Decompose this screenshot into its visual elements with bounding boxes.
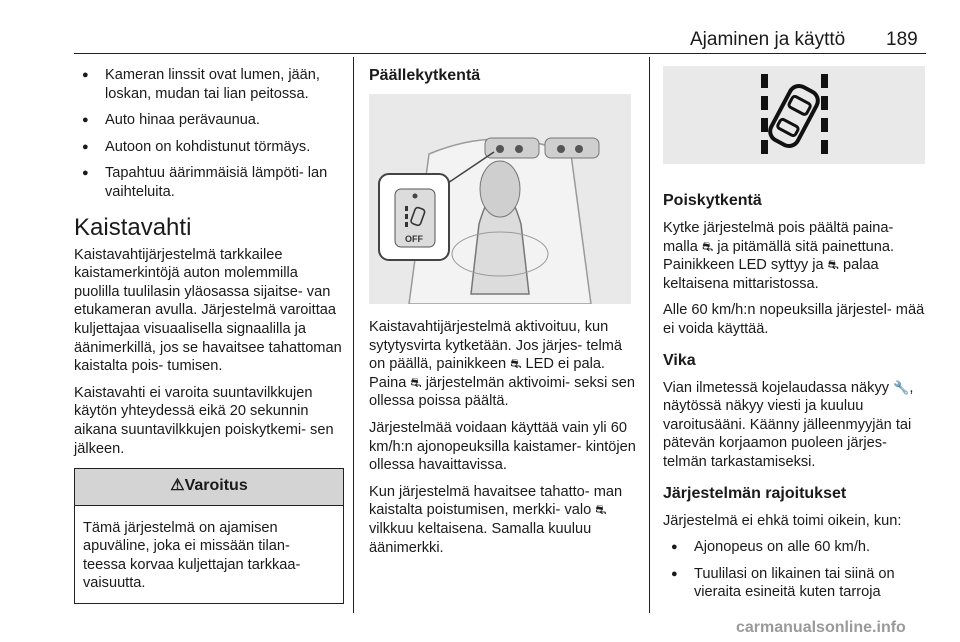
fault-paragraph bbox=[663, 379, 931, 472]
warning-body bbox=[75, 506, 343, 603]
paragraph-text: palaa keltaisena mittaristossa. bbox=[663, 257, 879, 292]
deactivation-heading: Poiskytkentä bbox=[663, 192, 762, 209]
lane-assist-symbol-figure bbox=[663, 66, 925, 164]
limitations-intro: Järjestelmä ei ehkä toimi oikein, kun: bbox=[663, 512, 902, 529]
activation-paragraph bbox=[369, 318, 637, 411]
wrench-icon: 🔧 bbox=[893, 379, 910, 395]
lane-assist-icon: ⛐ bbox=[701, 238, 714, 254]
paragraph-text: Kun järjestelmä havaitsee tahatto‐ man kaistalta poistumisen, merkki‐ valo bbox=[369, 483, 623, 519]
limitations-list-continued bbox=[74, 66, 344, 202]
speed-paragraph: Järjestelmää voidaan käyttää vain yli 60 km/h:n ajonopeuksilla kaistamer‐ kintöjen ollessa havaittavissa. bbox=[369, 419, 636, 474]
list-item: ● Autoon on kohdistunut törmäys. bbox=[74, 138, 344, 157]
warning-light-paragraph bbox=[369, 483, 637, 557]
lane-assist-icon: ⛐ bbox=[595, 502, 607, 518]
watermark: carmanualsonline.info bbox=[736, 619, 906, 636]
paragraph-text: ja pitämällä sitä painettuna. Painikkeen LED syttyy ja bbox=[663, 238, 895, 274]
off-label: OFF bbox=[405, 234, 423, 244]
warning-text: Tämä järjestelmä on ajamisen apuväline, joka ei missään tilan‐ teessa korvaa kuljettajan tarkkaa‐ vaisuutta. bbox=[83, 519, 301, 592]
column-3 bbox=[663, 66, 931, 610]
column-2 bbox=[369, 66, 637, 565]
warning-box bbox=[74, 468, 344, 604]
warning-icon: ⚠ bbox=[170, 477, 185, 495]
header-rule bbox=[74, 53, 926, 54]
lane-assist-icon: ⛐ bbox=[410, 374, 422, 390]
list-item: ● Auto hinaa perävaunua. bbox=[74, 111, 344, 130]
center-console-illustration bbox=[369, 94, 631, 304]
limitations-list bbox=[663, 538, 931, 602]
column-1 bbox=[74, 66, 344, 604]
paragraph-text: Kaistavahtijärjestelmä aktivoituu, kun sytytysvirta kytketään. Jos järjes‐ telmä on päällä, painikkeen bbox=[369, 319, 623, 373]
low-speed-paragraph: Alle 60 km/h:n nopeuksilla järjestel‐ mää ei voida käyttää. bbox=[663, 302, 925, 337]
center-console-figure bbox=[369, 94, 631, 304]
column-divider-2 bbox=[649, 57, 650, 613]
paragraph-text: Vian ilmetessä kojelaudassa näkyy bbox=[663, 379, 890, 396]
paragraph-text: Kytke järjestelmä pois päältä paina‐ malla bbox=[663, 220, 894, 255]
list-item: ● Tapahtuu äärimmäisiä lämpöti‐ lan vaihteluita. bbox=[74, 164, 344, 201]
activation-heading: Päällekytkentä bbox=[369, 67, 481, 84]
fault-heading: Vika bbox=[663, 351, 696, 369]
page-number: 189 bbox=[886, 29, 918, 50]
warning-header bbox=[75, 469, 343, 506]
deactivation-paragraph bbox=[663, 219, 931, 293]
paragraph-text: vilkkuu keltaisena. Samalla kuuluu äänimerkki. bbox=[369, 520, 592, 556]
warning-title: Varoitus bbox=[184, 477, 248, 495]
list-item: ● Tuulilasi on likainen tai siinä on vieraita esineitä kuten tarroja bbox=[663, 565, 931, 602]
paragraph-text: , näytössä näkyy viesti ja kuuluu varoitusääni. Käänny jälleenmyyjän tai pätevän korjaamon puoleen järjes‐ telmän tarkastamiseksi. bbox=[663, 379, 914, 470]
lane-assist-icon: ⛐ bbox=[510, 356, 522, 372]
limitations-heading: Järjestelmän rajoitukset bbox=[663, 484, 847, 502]
list-item: ● Kameran linssit ovat lumen, jään, loskan, mudan tai lian peitossa. bbox=[74, 66, 344, 103]
lane-assist-symbol-icon bbox=[663, 66, 925, 164]
paragraph-text: järjestelmän aktivoimi‐ seksi sen ollessa poissa päältä. bbox=[369, 374, 635, 410]
section-title: Kaistavahti bbox=[74, 213, 192, 241]
column-divider-1 bbox=[353, 57, 354, 613]
paragraph-text: LED ei pala. Paina bbox=[369, 356, 605, 391]
turn-signal-paragraph: Kaistavahti ei varoita suuntavilkkujen käytön yhteydessä eikä 20 sekunnin aikana suuntavilkkujen poiskytkemi‐ sen jälkeen. bbox=[74, 384, 334, 457]
list-item: ● Ajonopeus on alle 60 km/h. bbox=[663, 538, 931, 557]
lane-assist-icon: ⛐ bbox=[827, 257, 839, 273]
intro-paragraph: Kaistavahtijärjestelmä tarkkailee kaistamerkintöjä auton molemmilla puolilla tuulilasin yläosassa sijaitse‐ van etukameran avulla. Järjestelmä varoittaa kuljettajaa visuaalisella signaalilla ja äänimerkillä, jos se havaitsee tahattoman kaistalta pois‐ tumisen. bbox=[74, 246, 342, 375]
header-title: Ajaminen ja käyttö bbox=[690, 29, 846, 50]
